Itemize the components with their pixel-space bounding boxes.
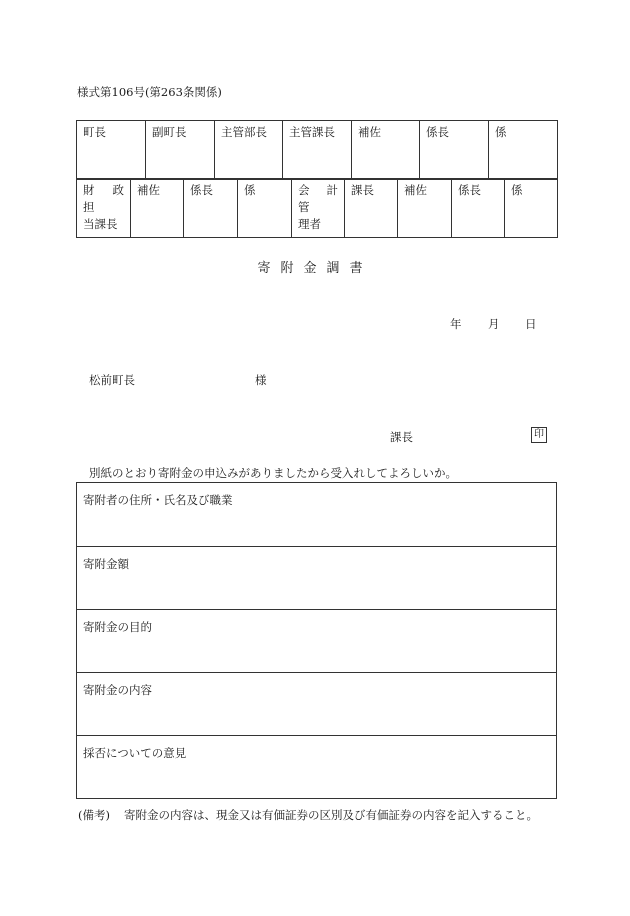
section-label: 採否についての意見	[83, 746, 187, 760]
approval-cell-accounting-chief[interactable]: 課長	[345, 179, 398, 238]
approval-cell-accounting-staff[interactable]: 係	[505, 179, 558, 238]
approval-cell-finance-subchief[interactable]: 係長	[184, 179, 238, 238]
approval-table-row2	[76, 178, 558, 238]
approval-cell-mayor[interactable]: 町長	[77, 121, 146, 180]
section-amount[interactable]	[76, 546, 557, 610]
footnote	[78, 807, 538, 823]
form-number: 様式第106号(第263条関係)	[77, 85, 222, 99]
approval-cell-assistant[interactable]: 補佐	[352, 121, 420, 180]
details-table	[76, 482, 557, 799]
approval-cell-dept-director[interactable]: 主管部長	[215, 121, 283, 180]
document-title: 寄附金調書	[257, 261, 373, 276]
approval-cell-finance-staff[interactable]: 係	[238, 179, 292, 238]
section-purpose[interactable]	[76, 609, 557, 673]
section-label: 寄附金額	[83, 557, 129, 571]
addressee: 松前町長	[89, 373, 135, 387]
accounting-manager-line1: 会 計 管	[298, 183, 338, 214]
section-donor-info[interactable]	[76, 482, 557, 547]
approval-cell-accounting-assistant[interactable]: 補佐	[398, 179, 452, 238]
date-year[interactable]: 年	[450, 317, 462, 331]
date-month[interactable]: 月	[488, 317, 500, 331]
date-day[interactable]: 日	[525, 317, 537, 331]
approval-cell-accounting-subchief[interactable]: 係長	[452, 179, 505, 238]
finance-chief-line2: 当課長	[83, 217, 118, 231]
approval-cell-accounting-manager[interactable]	[292, 179, 345, 238]
approval-cell-section-chief[interactable]: 主管課長	[283, 121, 352, 180]
section-label: 寄附者の住所・氏名及び職業	[83, 493, 233, 507]
intro-text: 別紙のとおり寄附金の申込みがありましたから受入れしてよろしいか。	[89, 466, 457, 480]
finance-chief-line1: 財 政 担	[83, 183, 124, 214]
approval-cell-finance-assistant[interactable]: 補佐	[131, 179, 184, 238]
section-label: 寄附金の目的	[83, 620, 152, 634]
honorific: 様	[255, 373, 267, 387]
section-opinion[interactable]	[76, 735, 557, 799]
date-line	[450, 316, 537, 332]
approval-cell-finance-chief[interactable]	[77, 179, 131, 238]
section-contents[interactable]	[76, 672, 557, 736]
footnote-text: 寄附金の内容は、現金又は有価証券の区別及び有価証券の内容を記入すること。	[124, 808, 538, 822]
approval-cell-subsection-chief[interactable]: 係長	[420, 121, 489, 180]
approval-cell-deputy-mayor[interactable]: 副町長	[146, 121, 215, 180]
section-chief-label: 課長	[390, 430, 413, 444]
section-label: 寄附金の内容	[83, 683, 152, 697]
seal-icon[interactable]: 印	[531, 427, 547, 443]
footnote-label: (備考)	[78, 808, 110, 822]
approval-table-row1	[76, 120, 558, 180]
approval-cell-staff[interactable]: 係	[489, 121, 558, 180]
accounting-manager-line2: 理者	[298, 217, 321, 231]
